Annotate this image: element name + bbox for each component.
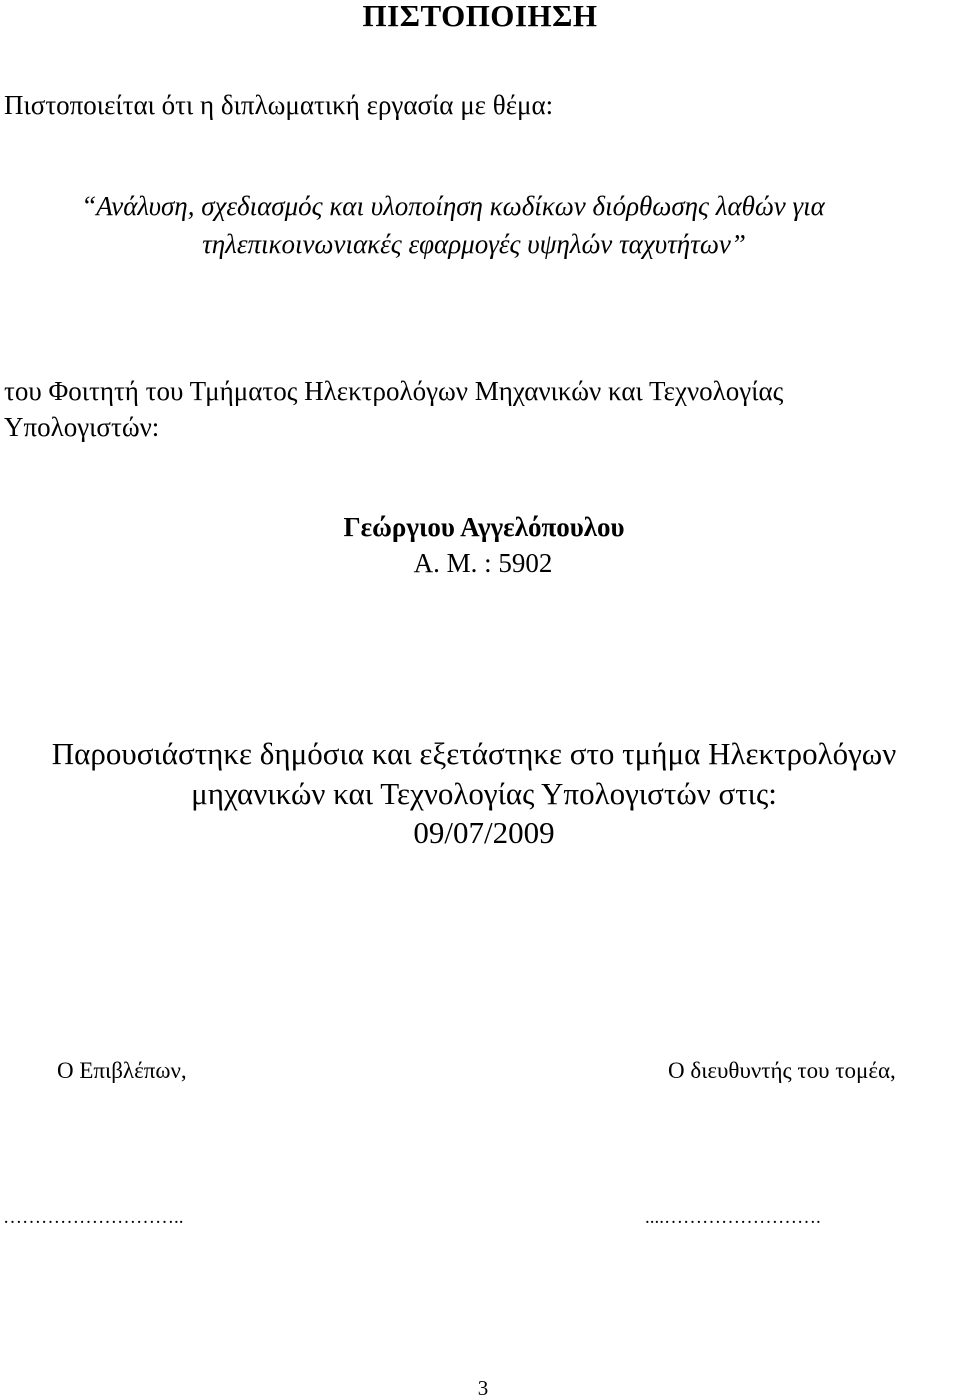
director-signature-line: ....……………………. xyxy=(645,1207,821,1228)
thesis-title-line-2: τηλεπικοινωνιακές εφαρμογές υψηλών ταχυτήτων” xyxy=(202,229,746,259)
document-title: ΠΙΣΤΟΠΟΙΗΣΗ xyxy=(362,0,598,33)
thesis-title-line-1: “Ανάλυση, σχεδιασμός και υλοποίηση κωδίκων διόρθωσης λαθών για xyxy=(81,191,825,221)
student-name: Γεώργιου Αγγελόπουλου xyxy=(343,512,625,542)
presentation-line-1: Παρουσιάστηκε δημόσια και εξετάστηκε στο τμήμα Ηλεκτρολόγων xyxy=(51,736,897,771)
director-label: Ο διευθυντής του τομέα, xyxy=(668,1058,896,1083)
presentation-line-2: μηχανικών και Τεχνολογίας Υπολογιστών στις: xyxy=(191,776,777,811)
intro-text: Πιστοποιείται ότι η διπλωματική εργασία με θέμα: xyxy=(4,90,554,120)
student-department-line-1: του Φοιτητή του Τμήματος Ηλεκτρολόγων Μηχανικών και Τεχνολογίας xyxy=(4,376,784,406)
supervisor-signature-line: ……………………….. xyxy=(3,1207,184,1228)
presentation-date: 09/07/2009 xyxy=(413,815,555,850)
student-department-line-2: Υπολογιστών: xyxy=(4,412,160,442)
supervisor-label: Ο Επιβλέπων, xyxy=(57,1058,187,1083)
registration-number: Α. Μ. : 5902 xyxy=(413,548,553,578)
page-number: 3 xyxy=(477,1376,489,1400)
